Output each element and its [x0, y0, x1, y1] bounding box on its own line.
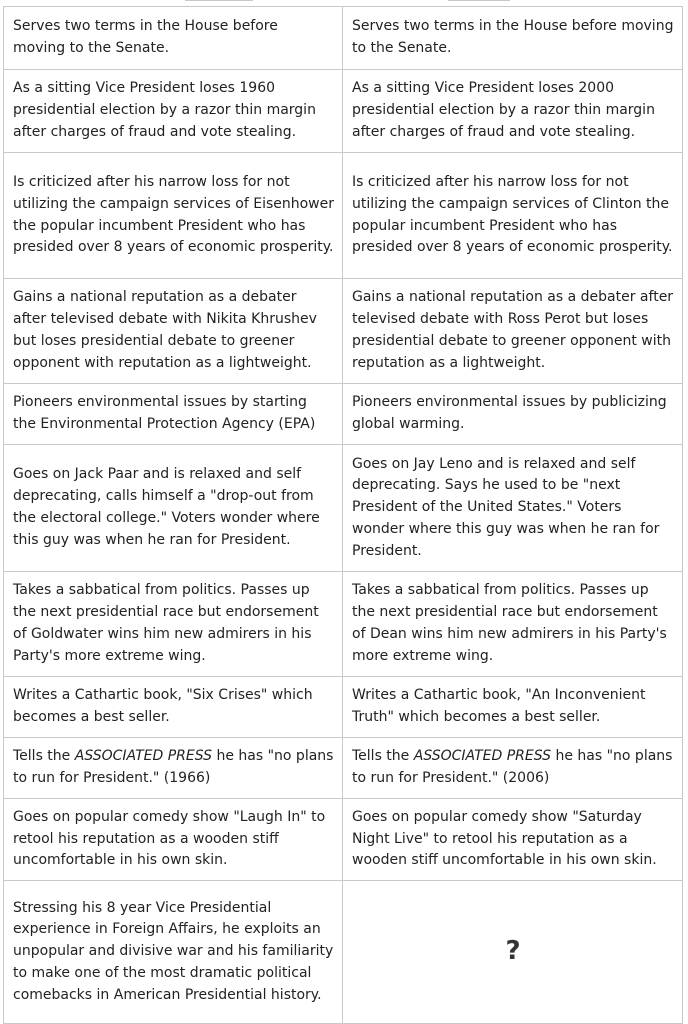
associated-press-italic: ASSOCIATED PRESS: [413, 748, 552, 765]
cell-text: Tells the: [13, 748, 75, 765]
cell-text: he has "no plans to run for President." (1966): [13, 748, 334, 786]
right-cell: Takes a sabbatical from politics. Passes up the next presidential race but endorsement of Dean wins him new admirers in his Party's more extreme wing.: [343, 572, 683, 677]
table-row: [4, 70, 683, 153]
right-cell: Serves two terms in the House before moving to the Senate.: [343, 7, 683, 70]
right-cell: Is criticized after his narrow loss for not utilizing the campaign services of Clinton the popular incumbent President who has presided over 8 years of economic prosperity.: [343, 153, 683, 279]
table-row: [4, 799, 683, 881]
left-cell: Goes on popular comedy show "Laugh In" to retool his reputation as a wooden stiff uncomfortable in his own skin.: [4, 799, 343, 881]
right-cell: [343, 738, 683, 799]
right-cell: As a sitting Vice President loses 2000 presidential election by a razor thin margin after charges of fraud and vote stealing.: [343, 70, 683, 153]
table-row: [4, 384, 683, 445]
table-row: [4, 738, 683, 799]
cell-text: Tells the: [352, 748, 414, 765]
right-cell: Writes a Cathartic book, "An Inconvenient Truth" which becomes a best seller.: [343, 677, 683, 738]
right-cell: Goes on popular comedy show "Saturday Night Live" to retool his reputation as a wooden stiff uncomfortable in his own skin.: [343, 799, 683, 881]
table-row: [4, 881, 683, 1024]
left-cell: As a sitting Vice President loses 1960 presidential election by a razor thin margin after charges of fraud and vote stealing.: [4, 70, 343, 153]
associated-press-italic: ASSOCIATED PRESS: [74, 748, 213, 765]
left-cell: Stressing his 8 year Vice Presidential experience in Foreign Affairs, he exploits an unpopular and divisive war and his familiarity to make one of the most dramatic political comebacks in American Presidential history.: [4, 881, 343, 1024]
left-cell: Gains a national reputation as a debater after televised debate with Nikita Khrushev but loses presidential debate to greener opponent with reputation as a lightweight.: [4, 279, 343, 384]
left-cell: Writes a Cathartic book, "Six Crises" which becomes a best seller.: [4, 677, 343, 738]
right-cell: Gains a national reputation as a debater after televised debate with Ross Perot but loses presidential debate to greener opponent with reputation as a lightweight.: [343, 279, 683, 384]
table-row: [4, 7, 683, 70]
left-cell: [4, 738, 343, 799]
left-cell: Pioneers environmental issues by starting the Environmental Protection Agency (EPA): [4, 384, 343, 445]
right-cell: Goes on Jay Leno and is relaxed and self deprecating. Says he used to be "next President of the United States." Voters wonder where this guy was when he ran for President.: [343, 445, 683, 572]
left-cell: Is criticized after his narrow loss for not utilizing the campaign services of Eisenhower the popular incumbent President who has presided over 8 years of economic prosperity.: [4, 153, 343, 279]
comparison-table: [3, 6, 683, 1024]
left-cell: Serves two terms in the House before moving to the Senate.: [4, 7, 343, 70]
left-cell: Goes on Jack Paar and is relaxed and self deprecating, calls himself a "drop-out from the electoral college." Voters wonder where this guy was when he ran for President.: [4, 445, 343, 572]
cell-text: he has "no plans to run for President." (2006): [352, 748, 673, 786]
table-row: [4, 445, 683, 572]
question-mark-cell: ?: [343, 881, 683, 1024]
right-cell: Pioneers environmental issues by publicizing global warming.: [343, 384, 683, 445]
left-cell: Takes a sabbatical from politics. Passes up the next presidential race but endorsement of Goldwater wins him new admirers in his Party's more extreme wing.: [4, 572, 343, 677]
table-row: [4, 279, 683, 384]
table-row: [4, 153, 683, 279]
table-row: [4, 572, 683, 677]
table-row: [4, 677, 683, 738]
